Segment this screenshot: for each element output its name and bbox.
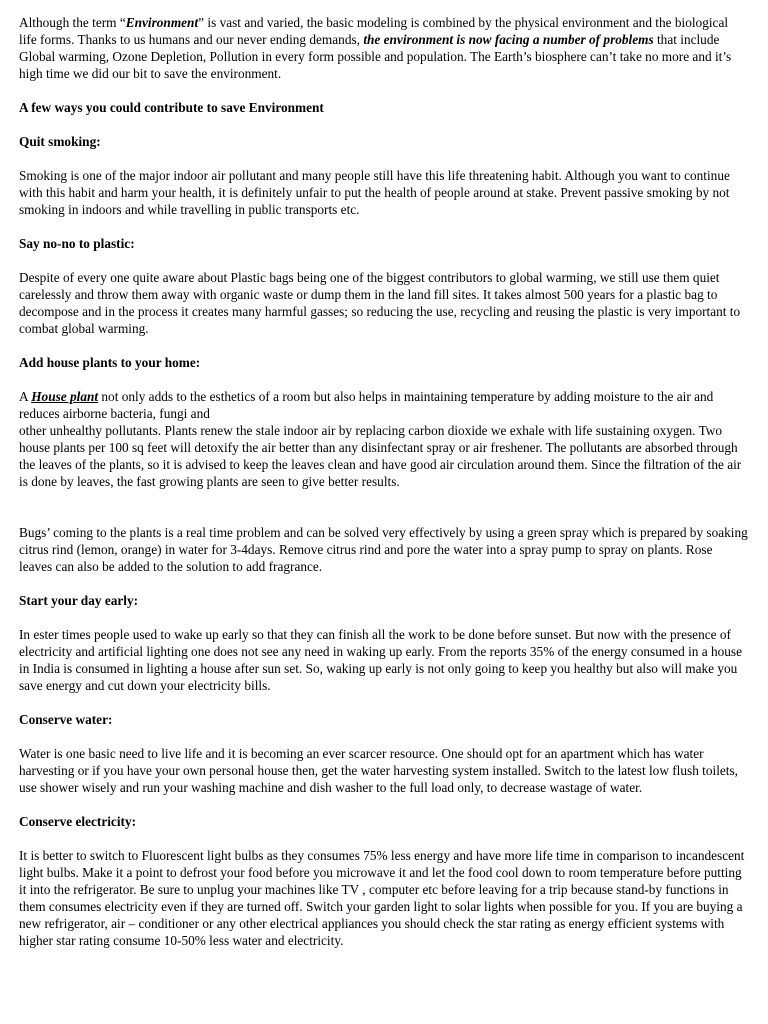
plants-text-a: A (19, 389, 32, 404)
plastic-paragraph: Despite of every one quite aware about Plastic bags being one of the biggest contributors to global warming, we still use them quiet carelessly and throw them away with organic waste or dump them in the land fill sites. It takes almost 500 years for a plastic bag to decompose and in the process it creates many harmful gasses; so reducing the use, recycling and reusing the plastic is very important to combat global warming. (19, 270, 741, 336)
intro-text-1: Although the term “ (19, 15, 126, 30)
early-paragraph: In ester times people used to wake up early so that they can finish all the work to be done before sunset. But now with the presence of electricity and artificial lighting one does not see any need in waking up early. From the reports 35% of the energy consumed in a house in India is consumed in lighting a house after sun set. So, waking up early is not only going to keep you healthy but also will make you save energy and cut down your electricity bills. (19, 627, 742, 693)
water-heading: Conserve water: (19, 712, 113, 727)
intro-emphasis: the environment is now facing a number of problems (363, 32, 654, 47)
electricity-heading: Conserve electricity: (19, 814, 137, 829)
blank-line (19, 507, 748, 524)
main-heading: A few ways you could contribute to save Environment (19, 100, 324, 115)
plants-heading: Add house plants to your home: (19, 355, 201, 370)
bugs-paragraph: Bugs’ coming to the plants is a real time problem and can be solved very effectively by using a green spray which is prepared by soaking citrus rind (lemon, orange) in water for 3-4days. Remove citrus rind and pore the water into a spray pump to spray on plants. Rose leaves can also be added to the solution to add fragrance. (19, 525, 748, 574)
smoking-heading: Quit smoking: (19, 134, 101, 149)
plants-text-line1: not only adds to the esthetics of a room but also helps in maintaining temperature by adding moisture to the air and reduces airborne bacteria, fungi and (19, 389, 714, 421)
water-paragraph: Water is one basic need to live life and it is becoming an ever scarcer resource. One should opt for an apartment which has water harvesting or if you have your own personal house then, get the water harvesting system installed. Switch to the latest low flush toilets, use shower wisely and run your washing machine and dish washer to the full load only, to decrease wastage of water. (19, 746, 738, 795)
electricity-paragraph: It is better to switch to Fluorescent light bulbs as they consumes 75% less energy and have more life time in comparison to incandescent light bulbs. Make it a point to defrost your food before you microwave it and let the food cool down to room temperature before putting it into the refrigerator. Be sure to unplug your machines like TV , computer etc before leaving for a trip because stand-by functions in them consumes electricity even if they are turned off. Switch your garden light to solar lights when possible for you. If you are buying a new refrigerator, air – conditioner or any other electrical appliances you should check the star rating as energy efficient systems with higher star rating consume 10-50% less water and electricity. (19, 848, 745, 948)
early-heading: Start your day early: (19, 593, 139, 608)
plants-paragraph (19, 388, 748, 490)
smoking-paragraph: Smoking is one of the major indoor air pollutant and many people still have this life threatening habit. Although you want to continue with this habit and harm your health, it is definitely unfair to put the health of people around at stake. Prevent passive smoking by not smoking in indoors and while travelling in public transports etc. (19, 168, 730, 217)
intro-text-3: that include Global warming, Ozone Depletion, Pollution in every form possible and population. The Earth’s biosphere can’t take no more and it’s high time we did our bit to save the environment. (19, 32, 732, 81)
plastic-heading: Say no-no to plastic: (19, 236, 135, 251)
house-plant-term: House plant (31, 389, 99, 404)
intro-text-2: ” is vast and varied, the basic modeling is combined by the physical environment and the biological life forms. Thanks to us humans and our never ending demands, (19, 15, 729, 47)
intro-paragraph (19, 14, 748, 82)
plants-text-line2: other unhealthy pollutants. Plants renew the stale indoor air by replacing carbon dioxide we exhale with life sustaining oxygen. Two house plants per 100 sq feet will detoxify the air better than any disinfectant spray or air freshener. The pollutants are absorbed through the leaves of the plants, so it is advised to keep the leaves clean and have good air circulation around them. Since the filtration of the air is done by leaves, the fast growing plants are seen to give better results. (19, 423, 742, 489)
environment-term: Environment (125, 15, 199, 30)
